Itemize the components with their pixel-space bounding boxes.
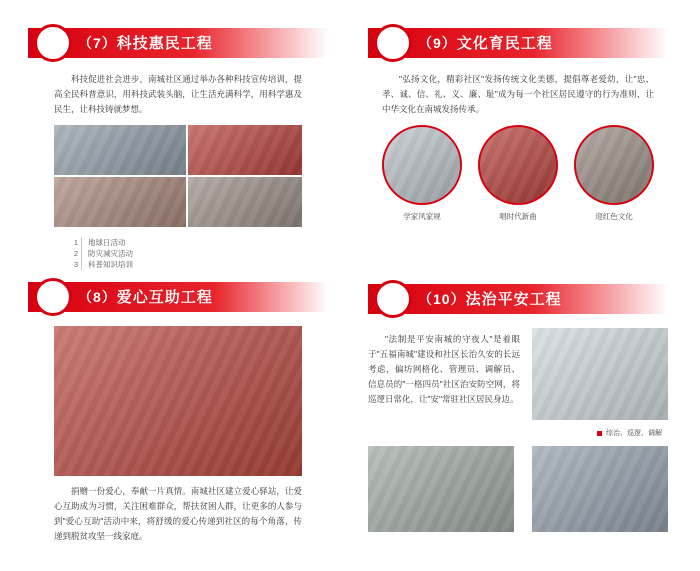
- section-10-title: [418, 286, 562, 313]
- section-8-badge: [34, 278, 72, 316]
- section-10-number: （10）: [418, 291, 466, 307]
- section-7-title: [78, 30, 213, 57]
- section-7-badge: [34, 24, 72, 62]
- section-10-meeting-photo: [532, 446, 668, 532]
- section-10: [368, 284, 668, 538]
- section-8-photo: [54, 326, 302, 476]
- section-9-photo-1: [382, 125, 462, 205]
- section-9-caption-3: 迎红色文化: [595, 212, 633, 221]
- section-8-number: （8）: [78, 289, 117, 305]
- section-9-badge: [374, 24, 412, 62]
- section-10-header: [368, 284, 668, 318]
- section-8: [28, 282, 328, 552]
- section-7-photo-3: [54, 177, 186, 227]
- section-7-caption-numbers: [66, 237, 82, 270]
- section-7-caption-list: [66, 237, 328, 270]
- section-7-title-text: 科技惠民工程: [116, 35, 213, 52]
- legend-dot-icon: [597, 431, 602, 436]
- caption-number: 1: [73, 238, 78, 247]
- section-10-street-photo: [368, 446, 514, 532]
- caption-number: 3: [73, 260, 78, 269]
- section-7-photo-1: [54, 125, 186, 175]
- section-7: [28, 28, 328, 270]
- caption-text: 科普知识培训: [88, 260, 133, 269]
- section-9-caption-1: 学家风家规: [403, 212, 441, 221]
- section-9-circle-item: [379, 125, 465, 222]
- section-10-paragraph: "法制是平安南城的守夜人"是着眼于"五福南城"建设和社区长治久安的长远考虑，偏坊网格化、管理员、调解员、信息员的"一格四员"社区治安防空网，将巡逻日常化，让"安"常驻社区居民身边。: [368, 334, 520, 404]
- section-10-body: [368, 328, 668, 538]
- legend-label: 综治、巡逻、调解: [606, 430, 662, 437]
- section-9: [368, 28, 668, 222]
- section-7-paragraph: 科技促进社会进步，南城社区通过举办各种科技宣传培训，提高全民科普意识，用科技武装头脑，让生活充满科学，用科学惠及民生，让科技铸就梦想。: [54, 74, 302, 114]
- caption-text: 地球日活动: [88, 238, 126, 247]
- section-9-title-text: 文化育民工程: [456, 35, 553, 52]
- section-10-legend: [597, 428, 662, 438]
- section-9-paragraph: "弘扬文化，精彩社区"发扬传统文化美德，提倡尊老爱幼，让"忠、孝、诚、信、礼、义、廉、耻"成为每一个社区居民遵守的行为准则，让中华文化在南城发扬传承。: [382, 74, 654, 114]
- section-10-badge: [374, 280, 412, 318]
- section-9-circle-gallery: [379, 125, 657, 222]
- section-8-title: [78, 284, 213, 311]
- section-9-circle-item: [571, 125, 657, 222]
- section-10-map-photo: [532, 328, 668, 420]
- section-8-header: [28, 282, 328, 316]
- section-9-circle-item: [475, 125, 561, 222]
- section-9-photo-2: [478, 125, 558, 205]
- section-9-title: [418, 30, 553, 57]
- section-10-title-text: 法治平安工程: [465, 291, 562, 308]
- caption-number: 2: [73, 249, 78, 258]
- section-8-title-text: 爱心互助工程: [116, 289, 213, 306]
- section-7-photo-2: [188, 125, 302, 175]
- section-7-caption-texts: [88, 237, 133, 270]
- section-7-number: （7）: [78, 35, 117, 51]
- section-7-photo-grid: [54, 125, 302, 229]
- section-9-header: [368, 28, 668, 62]
- section-9-number: （9）: [418, 35, 457, 51]
- section-8-paragraph: 捐赠一份爱心，奉献一片真情。南城社区建立爱心驿站，让爱心互助成为习惯，关注困难群众，帮扶贫困人群，让更多的人参与到"爱心互助"活动中来，将舒缓的爱心传递到社区的每个角落，传递到脱贫攻坚一线家庭。: [54, 486, 302, 541]
- section-7-header: [28, 28, 328, 62]
- section-9-photo-3: [574, 125, 654, 205]
- section-9-caption-2: 唱时代新曲: [499, 212, 537, 221]
- section-7-photo-4: [188, 177, 302, 227]
- caption-text: 防灾减灾活动: [88, 249, 133, 258]
